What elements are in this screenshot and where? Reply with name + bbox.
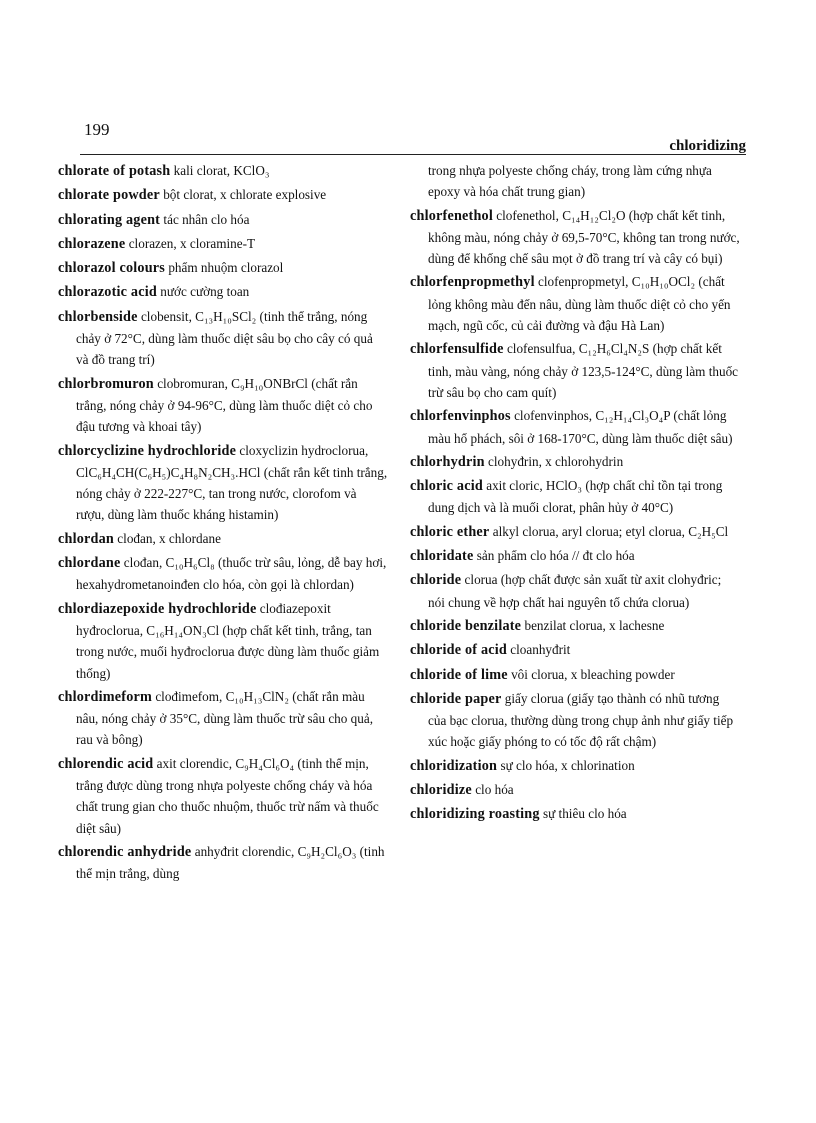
headword: chlorbromuron	[58, 375, 154, 392]
headword: chlordane	[58, 555, 121, 572]
dictionary-entry	[410, 338, 740, 403]
headword: chloride of lime	[410, 666, 508, 683]
dictionary-entry	[58, 306, 388, 371]
dictionary-entry	[410, 569, 740, 613]
headword: chlorate powder	[58, 187, 160, 204]
definition: trong nhựa polyeste chống cháy, trong làm cứng nhựa epoxy và hóa chất trung gian)	[428, 163, 712, 200]
definition: clo hóa	[475, 782, 514, 798]
dictionary-entry	[410, 405, 740, 449]
definition: axit cloric, HClO₃ (hợp chất chỉ tồn tại trong dung dịch và là muối clorat, phân hủy ở 40°C)	[428, 478, 723, 516]
definition: clofenpropmetyl, C₁₀H₁₀OCl₂ (chất lỏng không màu đến nâu, dùng làm thuốc diệt cỏ cho yến mạch, ngũ cốc, củ cải đường và đậu Hà Lan)	[428, 274, 731, 334]
dictionary-entry	[58, 257, 388, 279]
definition: clobromuran, C₉H₁₀ONBrCl (chất rắn trắng, nóng chảy ở 94-96°C, dùng làm thuốc diệt cỏ cho đậu tương và khoai tây)	[76, 375, 373, 435]
definition: clohyđrin, x chlorohydrin	[488, 453, 624, 469]
headword: chlorazotic acid	[58, 284, 157, 301]
definition: benzilat clorua, x lachesne	[524, 617, 665, 633]
definition: axit clorendic, C₉H₄Cl₆O₄ (tinh thể mịn, trắng được dùng trong nhựa polyeste chống cháy và hóa chất trung gian cho thuốc nhuộm, thuốc trừ nấm và thuốc diệt sâu)	[76, 755, 379, 836]
dictionary-entry	[58, 184, 388, 206]
definition: giấy clorua (giấy tạo thành có nhũ tương của bạc clorua, thường dùng trong chụp ảnh như giấy tiếp xúc hoặc giấy phóng to có tốc độ rất chậm)	[428, 690, 734, 750]
headword: chloric acid	[410, 478, 483, 495]
dictionary-entry	[58, 598, 388, 684]
definition: nước cường toan	[160, 284, 250, 300]
definition: clorazen, x cloramine-T	[128, 235, 256, 251]
definition: clođan, C₁₀H₆Cl₈ (thuốc trừ sâu, lỏng, dễ bay hơi, hexahydrometanoinđen clo hóa, còn gọi là chlordan)	[76, 555, 387, 593]
headword: chlorhydrin	[410, 453, 485, 470]
right-column	[410, 160, 740, 828]
headword: chlorating agent	[58, 211, 161, 228]
dictionary-entry	[58, 281, 388, 303]
definition: clođan, x chlordane	[117, 530, 221, 546]
headword: chlorfenethol	[410, 207, 493, 224]
headword: chlorazene	[58, 235, 126, 252]
header-rule	[80, 154, 746, 155]
dictionary-entry	[58, 528, 388, 550]
definition: sự clo hóa, x chlorination	[500, 757, 635, 773]
definition: bột clorat, x chlorate explosive	[163, 187, 327, 203]
dictionary-entry	[410, 521, 740, 543]
dictionary-entry	[410, 475, 740, 519]
dictionary-entry	[410, 271, 740, 336]
dictionary-entry	[410, 803, 740, 825]
headword: chlorendic acid	[58, 755, 154, 772]
headword: chloride paper	[410, 690, 502, 707]
headword: chloride benzilate	[410, 617, 522, 634]
running-head: chloridizing	[669, 138, 746, 154]
definition: clofenvinphos, C₁₂H₁₄Cl₃O₄P (chất lỏng màu hổ phách, sôi ở 168-170°C, dùng làm thuốc diệt sâu)	[428, 408, 733, 446]
dictionary-entry	[58, 686, 388, 751]
definition: sự thiêu clo hóa	[542, 806, 627, 822]
dictionary-entry	[410, 451, 740, 473]
headword: chloride	[410, 572, 462, 589]
page-number: 199	[84, 120, 110, 139]
dictionary-entry	[410, 755, 740, 777]
dictionary-entry	[410, 615, 740, 637]
headword: chlorendic anhydride	[58, 843, 192, 860]
dictionary-entry	[410, 639, 740, 661]
headword: chloridization	[410, 757, 498, 774]
headword: chlorazol colours	[58, 260, 166, 277]
definition: clođimefom, C₁₀H₁₃ClN₂ (chất rắn màu nâu, nóng chảy ở 35°C, dùng làm thuốc trừ sâu cho quả, rau và bông)	[76, 688, 374, 748]
headword: chlorcyclizine hydrochloride	[58, 442, 237, 459]
headword: chlordimeform	[58, 688, 153, 705]
headword: chlordiazepoxide hydrochloride	[58, 600, 257, 617]
headword: chloride of acid	[410, 642, 507, 659]
definition: clobensit, C₁₃H₁₀SCl₂ (tinh thể trắng, nóng chảy ở 72°C, dùng làm thuốc diệt sâu bọ cho cây có quả và đồ trang trí)	[76, 308, 373, 368]
dictionary-entry	[58, 373, 388, 438]
dictionary-entry	[58, 160, 388, 182]
headword: chloridize	[410, 782, 472, 799]
dictionary-entry	[410, 779, 740, 801]
dictionary-entry	[58, 209, 388, 231]
headword: chlorate of potash	[58, 163, 171, 179]
dictionary-entry	[410, 664, 740, 686]
definition: vôi clorua, x bleaching powder	[511, 666, 675, 682]
dictionary-entry	[58, 841, 388, 885]
definition: anhyđrit clorendic, C₉H₂Cl₆O₃ (tinh thể mịn trắng, dùng	[76, 843, 385, 882]
headword: chlorfensulfide	[410, 341, 504, 358]
dictionary-entry-continuation	[410, 160, 740, 203]
headword: chlorfenpropmethyl	[410, 274, 535, 291]
definition: cloxyclizin hydroclorua, ClC₆H₄CH(C₆H₅)C₄H₈N₂CH₃.HCl (chất rắn kết tinh trắng, nóng chảy ở 222-227°C, tan trong nước, clorofom và rượu, dùng làm thuốc kháng histamin)	[76, 442, 388, 523]
left-column	[58, 160, 388, 887]
headword: chloridate	[410, 548, 474, 565]
headword: chlordan	[58, 530, 114, 547]
dictionary-entry	[58, 440, 388, 526]
dictionary-entry	[58, 552, 388, 596]
dictionary-entry	[410, 205, 740, 270]
dictionary-entry	[410, 545, 740, 567]
dictionary-entry	[410, 688, 740, 753]
definition: clofenethol, C₁₄H₁₂Cl₂O (hợp chất kết tinh, không màu, nóng chảy ở 69,5-70°C, không tan trong nước, dùng để khống chế sâu mọt ở đồ trang trí và cây có bụi)	[428, 207, 740, 267]
headword: chloric ether	[410, 523, 490, 540]
dictionary-entry	[58, 233, 388, 255]
definition: phẩm nhuộm clorazol	[168, 260, 284, 276]
definition: tác nhân clo hóa	[163, 211, 250, 227]
definition: cloanhyđrit	[510, 642, 571, 658]
headword: chlorfenvinphos	[410, 408, 511, 425]
definition: alkyl clorua, aryl clorua; etyl clorua, C₂H₅Cl	[492, 523, 729, 539]
headword: chloridizing roasting	[410, 806, 540, 823]
definition: clofensulfua, C₁₂H₆Cl₄N₂S (hợp chất kết tinh, màu vàng, nóng chảy ở 123,5-124°C, dùng làm thuốc trừ sâu bọ cho cam quít)	[428, 341, 739, 400]
dictionary-entry	[58, 753, 388, 839]
definition: clođiazepoxit hyđroclorua, C₁₆H₁₄ON₃Cl (hợp chất kết tinh, trắng, tan trong nước, muối hyđroclorua được dùng làm thuốc giảm thống)	[76, 600, 380, 681]
definition: clorua (hợp chất được sản xuất từ axit clohyđric; nói chung về hợp chất hai nguyên tố chứa clorua)	[428, 572, 722, 610]
definition: kali clorat, KClO₃	[173, 163, 270, 178]
definition: sản phẩm clo hóa // đt clo hóa	[476, 548, 635, 564]
headword: chlorbenside	[58, 308, 138, 325]
